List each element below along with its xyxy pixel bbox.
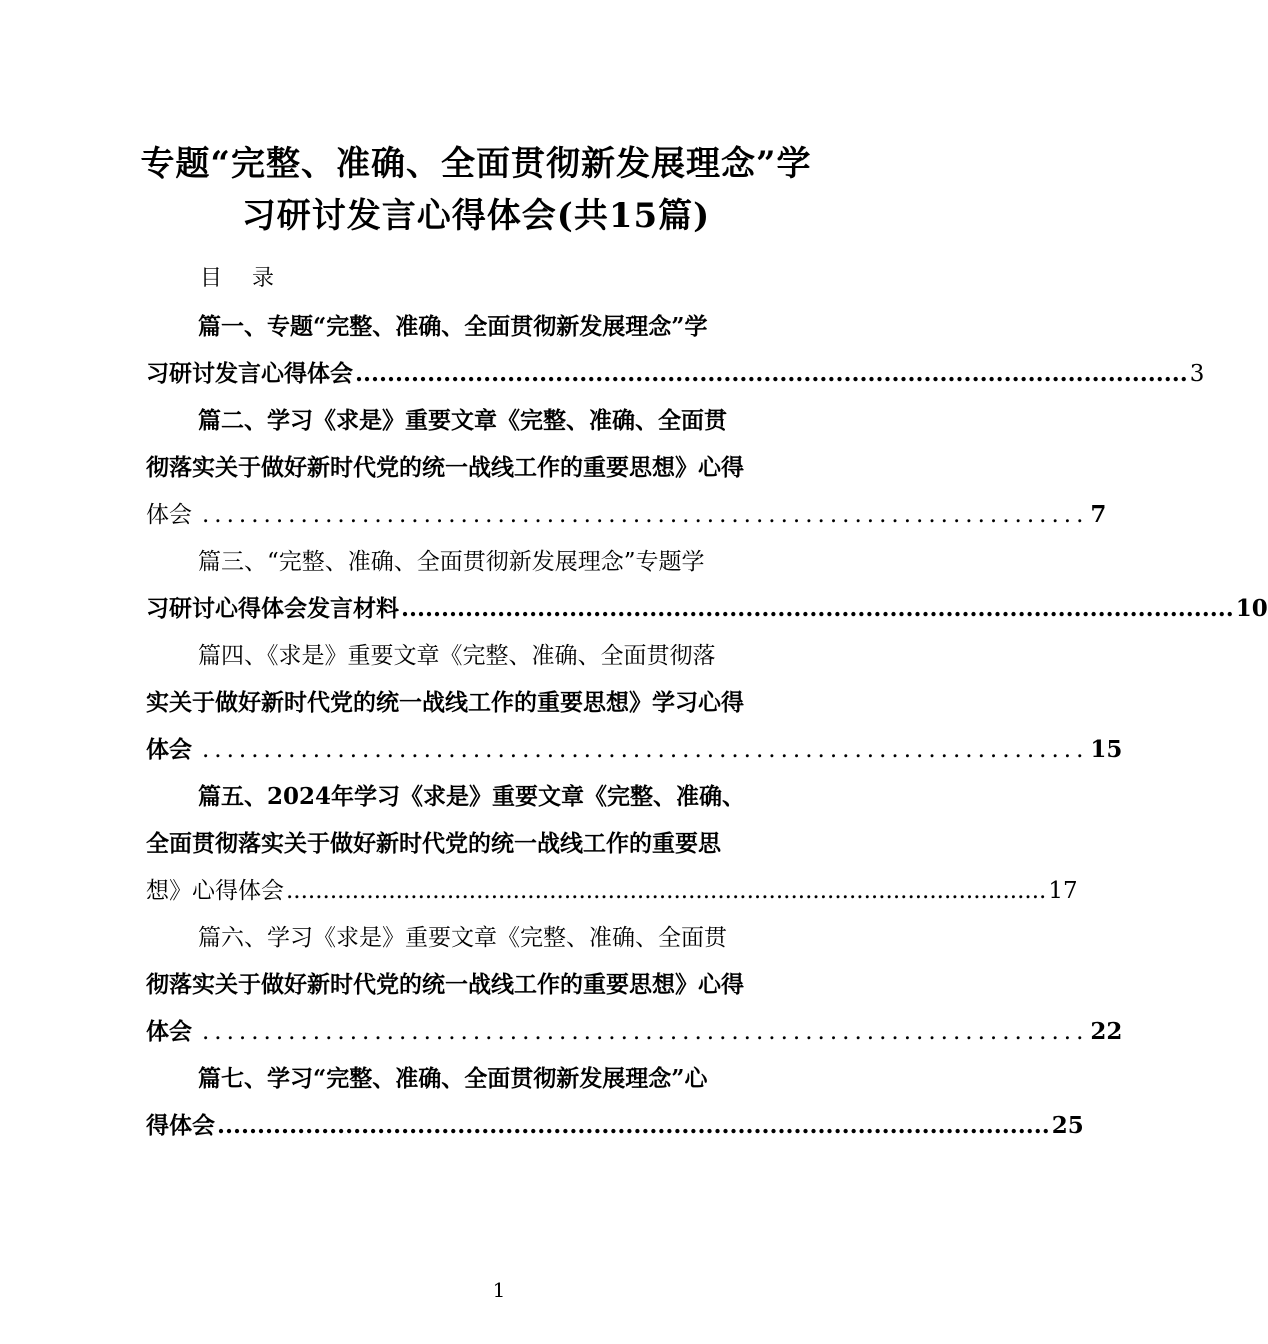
toc-entry-4-line-1[interactable] <box>198 639 806 673</box>
toc-entry-2-text-2: 彻落实关于做好新时代党的统一战线工作的重要思想》心得 <box>146 454 744 481</box>
toc-leader-dots: ........................................................................ <box>202 502 1089 528</box>
toc-entry-5-text-3: 想》心得体会 <box>146 878 284 904</box>
toc-entry-2-text-1: 篇二、学习《求是》重要文章《完整、准确、全面贯 <box>198 407 727 434</box>
toc-entry-5-text-2: 全面贯彻落实关于做好新时代党的统一战线工作的重要思 <box>146 830 721 857</box>
toc-entry-6-line-2[interactable] <box>146 968 806 1002</box>
toc-entry-1-text-2: 习研讨发言心得体会 <box>146 360 353 387</box>
toc-entry-7-text-2: 得体会 <box>146 1112 215 1139</box>
toc-entry-3-text-2: 习研讨心得体会发言材料 <box>146 595 399 622</box>
toc-entry-4-page: 15 <box>1090 736 1123 763</box>
toc-leader-dots: ........................................................................................................ <box>355 360 1188 387</box>
toc-heading <box>200 262 304 296</box>
toc-entry-6-line-1[interactable] <box>198 921 806 955</box>
toc-entry-3-text-1: 篇三、“完整、准确、全面贯彻新发展理念”专题学 <box>198 549 705 575</box>
toc-entry-2-line-3[interactable] <box>146 498 1107 532</box>
toc-entry-4-text-1: 篇四、《求是》重要文章《完整、准确、全面贯彻落 <box>198 643 716 669</box>
toc-entry-1-text-1: 篇一、专题“完整、准确、全面贯彻新发展理念”学 <box>198 313 708 340</box>
toc-entry-1-page: 3 <box>1189 361 1205 387</box>
toc-entry-1-line-1[interactable] <box>198 310 806 344</box>
toc-entry-2-page: 7 <box>1090 501 1107 528</box>
toc-entry-7-page: 25 <box>1051 1112 1084 1139</box>
title-line-2: 习研讨发言心得体会(共15篇) <box>241 196 711 236</box>
toc-entry-5-line-3[interactable] <box>146 874 1078 908</box>
toc-entry-6-line-3[interactable] <box>146 1015 1123 1049</box>
page-number: 1 <box>492 1278 506 1302</box>
toc-leader-dots: ........................................................................ <box>202 737 1089 763</box>
toc-entry-6-page: 22 <box>1090 1018 1123 1045</box>
toc-entry-2-text-3: 体会 <box>146 502 192 528</box>
toc-entry-5-line-2[interactable] <box>146 827 806 861</box>
toc-entry-7-line-1[interactable] <box>198 1062 806 1096</box>
toc-entry-5-page: 17 <box>1048 878 1078 904</box>
toc-entry-3-line-1[interactable] <box>198 545 806 579</box>
toc-entry-6-text-2: 彻落实关于做好新时代党的统一战线工作的重要思想》心得 <box>146 971 744 998</box>
toc-entry-4-line-3[interactable] <box>146 733 1123 767</box>
document-title <box>120 138 832 242</box>
toc-entry-4-line-2[interactable] <box>146 686 806 720</box>
toc-entry-3-page: 10 <box>1235 595 1268 622</box>
toc-entry-5-line-1[interactable] <box>198 780 806 814</box>
toc-leader-dots: ........................................................................................................ <box>286 878 1047 904</box>
toc-entry-2-line-2[interactable] <box>146 451 806 485</box>
toc-heading-char-2: 录 <box>252 266 275 291</box>
toc-entry-6-text-3: 体会 <box>146 1018 192 1045</box>
toc-entry-1-line-2[interactable] <box>146 357 1205 391</box>
toc-heading-char-1: 目 <box>200 266 223 291</box>
toc-entry-7-text-1: 篇七、学习“完整、准确、全面贯彻新发展理念”心 <box>198 1065 708 1092</box>
toc-leader-dots: ........................................................................................................ <box>217 1112 1050 1139</box>
toc-entry-4-text-2: 实关于做好新时代党的统一战线工作的重要思想》学习心得 <box>146 689 744 716</box>
toc-entry-3-line-2[interactable] <box>146 592 1268 626</box>
toc-entry-6-text-1: 篇六、学习《求是》重要文章《完整、准确、全面贯 <box>198 925 727 951</box>
toc-entry-5-text-1: 篇五、2024年学习《求是》重要文章《完整、准确、 <box>198 783 746 810</box>
toc-leader-dots: ........................................................................ <box>202 1019 1089 1045</box>
toc-entry-4-text-3: 体会 <box>146 736 192 763</box>
title-line-1: 专题“完整、准确、全面贯彻新发展理念”学 <box>140 144 812 184</box>
toc-entry-7-line-2[interactable] <box>146 1109 1084 1143</box>
toc-entry-2-line-1[interactable] <box>198 404 806 438</box>
toc-leader-dots: ........................................................................................................ <box>401 595 1234 622</box>
